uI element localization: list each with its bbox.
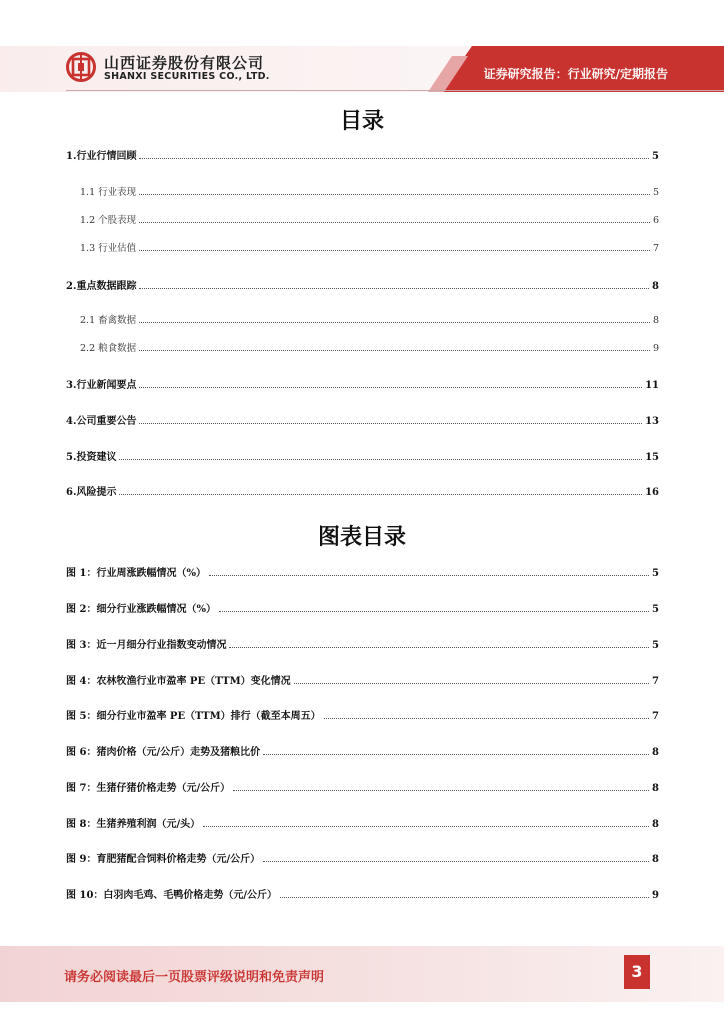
figure-toc-item[interactable] <box>66 818 659 832</box>
toc-item-page: 8 <box>652 315 659 326</box>
toc-leader-dots <box>280 896 649 898</box>
toc-item[interactable] <box>66 379 659 393</box>
toc-leader-dots <box>139 193 650 195</box>
toc-item-page: 11 <box>645 380 659 391</box>
toc-leader-dots <box>229 646 649 648</box>
toc-item-label: 2.重点数据跟踪 <box>66 281 137 292</box>
figure-toc-item-page: 7 <box>652 676 659 687</box>
toc-item-page: 9 <box>652 343 659 354</box>
toc-leader-dots <box>119 493 642 495</box>
header-divider <box>66 90 724 91</box>
figure-toc-item[interactable] <box>66 710 659 724</box>
company-name-cn: 山西证券股份有限公司 <box>104 54 265 72</box>
toc-leader-dots <box>139 422 642 424</box>
figure-toc-item-page: 8 <box>652 783 659 794</box>
toc-item-label: 1.1 行业表现 <box>80 187 137 198</box>
toc-leader-dots <box>139 157 649 159</box>
toc-leader-dots <box>203 825 649 827</box>
toc-item-page: 15 <box>645 452 659 463</box>
company-logo-icon <box>66 52 96 82</box>
page-number: 3 <box>624 955 650 989</box>
toc-leader-dots <box>294 682 649 684</box>
figure-toc-item[interactable] <box>66 639 659 653</box>
figure-toc-item-label: 图 2：细分行业涨跌幅情况（%） <box>66 604 216 615</box>
toc-item[interactable] <box>66 486 659 500</box>
figure-toc-item-label: 图 8：生猪养殖利润（元/头） <box>66 819 201 830</box>
toc-item[interactable] <box>80 186 659 200</box>
toc-item-label: 3.行业新闻要点 <box>66 380 137 391</box>
toc-item-page: 7 <box>652 243 659 254</box>
toc-item[interactable] <box>66 280 659 294</box>
figure-toc-item-label: 图 6：猪肉价格（元/公斤）走势及猪粮比价 <box>66 747 261 758</box>
figure-toc-item[interactable] <box>66 567 659 581</box>
toc-item-label: 4.公司重要公告 <box>66 416 137 427</box>
figure-toc-item[interactable] <box>66 853 659 867</box>
toc-item-label: 2.2 粮食数据 <box>80 343 137 354</box>
figure-toc-item-page: 5 <box>652 568 659 579</box>
toc-item-page: 13 <box>645 416 659 427</box>
report-type: 证券研究报告：行业研究/定期报告 <box>483 67 668 81</box>
figure-toc-item-label: 图 7：生猪仔猪价格走势（元/公斤） <box>66 783 231 794</box>
figure-toc-item-label: 图 9：育肥猪配合饲料价格走势（元/公斤） <box>66 854 261 865</box>
toc-item-page: 6 <box>652 215 659 226</box>
figure-toc-item-page: 5 <box>652 640 659 651</box>
figure-toc-item-label: 图 3：近一月细分行业指数变动情况 <box>66 640 227 651</box>
toc-item[interactable] <box>66 451 659 465</box>
figure-toc-item-page: 8 <box>652 854 659 865</box>
toc-title: 目录 <box>339 109 384 134</box>
toc-leader-dots <box>139 221 650 223</box>
company-name-en: SHANXI SECURITIES CO., LTD. <box>104 71 270 82</box>
figure-toc-item-page: 7 <box>652 711 659 722</box>
figure-toc-item[interactable] <box>66 603 659 617</box>
toc-item-page: 8 <box>652 281 659 292</box>
figure-toc-item-page: 9 <box>652 890 659 901</box>
toc-item[interactable] <box>80 214 659 228</box>
figure-toc-item[interactable] <box>66 889 659 903</box>
figure-toc-item-page: 8 <box>652 819 659 830</box>
toc-item-label: 1.3 行业估值 <box>80 243 137 254</box>
figure-toc-item-page: 8 <box>652 747 659 758</box>
toc-item[interactable] <box>66 415 659 429</box>
toc-item-page: 5 <box>652 187 659 198</box>
toc-item-label: 2.1 畜禽数据 <box>80 315 137 326</box>
toc-leader-dots <box>263 860 649 862</box>
toc-leader-dots <box>263 753 649 755</box>
figures-toc-title: 图表目录 <box>317 525 406 550</box>
toc-item-page: 5 <box>652 151 659 162</box>
toc-leader-dots <box>139 349 650 351</box>
footer-disclaimer: 请务必阅读最后一页股票评级说明和免责声明 <box>64 970 325 985</box>
toc-item[interactable] <box>80 342 659 356</box>
toc-leader-dots <box>139 249 650 251</box>
toc-leader-dots <box>209 574 649 576</box>
figure-toc-item-label: 图 5：细分行业市盈率 PE（TTM）排行（截至本周五） <box>66 711 321 722</box>
toc-leader-dots <box>119 458 642 460</box>
figure-toc-item[interactable] <box>66 782 659 796</box>
toc-item-label: 5.投资建议 <box>66 452 117 463</box>
toc-leader-dots <box>233 789 649 791</box>
toc-leader-dots <box>139 386 642 388</box>
figure-toc-item[interactable] <box>66 746 659 760</box>
toc-leader-dots <box>139 321 650 323</box>
toc-item[interactable] <box>80 242 659 256</box>
toc-item[interactable] <box>66 150 659 164</box>
figure-toc-item-label: 图 4：农林牧渔行业市盈率 PE（TTM）变化情况 <box>66 676 291 687</box>
toc-item-label: 1.行业行情回顾 <box>66 151 137 162</box>
toc-item[interactable] <box>80 314 659 328</box>
toc-item-label: 6.风险提示 <box>66 487 117 498</box>
toc-item-page: 16 <box>645 487 659 498</box>
figure-toc-item-page: 5 <box>652 604 659 615</box>
figure-toc-item-label: 图 10：白羽肉毛鸡、毛鸭价格走势（元/公斤） <box>66 890 278 901</box>
figure-toc-item[interactable] <box>66 675 659 689</box>
toc-leader-dots <box>219 610 649 612</box>
toc-leader-dots <box>324 717 649 719</box>
figure-toc-item-label: 图 1：行业周涨跌幅情况（%） <box>66 568 206 579</box>
page-header <box>0 0 724 100</box>
toc-item-label: 1.2 个股表现 <box>80 215 137 226</box>
toc-leader-dots <box>139 287 649 289</box>
